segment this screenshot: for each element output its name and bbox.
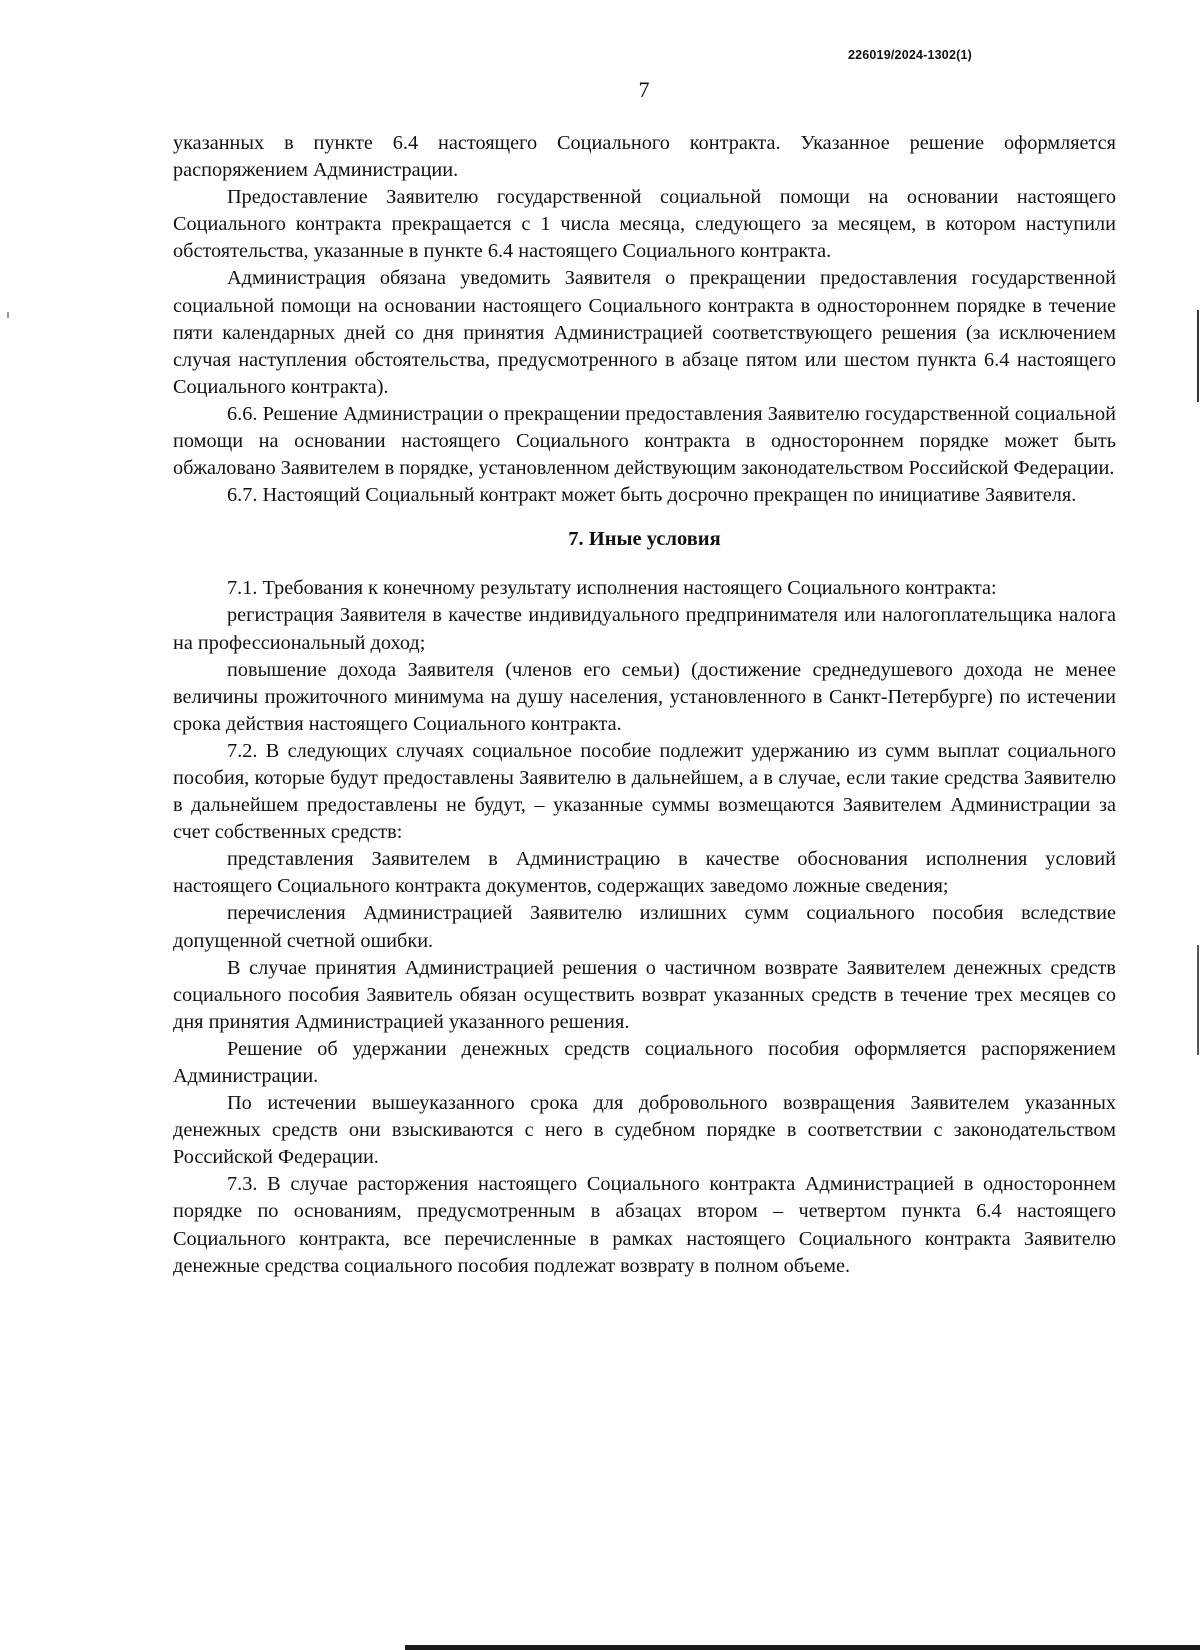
- paragraph: Администрация обязана уведомить Заявителя о прекращении предоставления государственной социальной помощи на основании настоящего Социального контракта в одностороннем порядке в течение пяти календарных дней со дня принятия Администрацией соответствующего решения (за исключением случая наступления обстоятельства, предусмотренного в абзаце пятом или шестом пункта 6.4 настоящего Социального контракта).: [173, 267, 1116, 398]
- paragraph-6-7: 6.7. Настоящий Социальный контракт может быть досрочно прекращен по инициативе Заявителя.: [227, 484, 1077, 507]
- section-heading: 7. Иные условия: [568, 528, 721, 551]
- paragraph: По истечении вышеуказанного срока для добровольного возвращения Заявителем указанных денежных средств они взыскиваются с него в судебном порядке в соответствии с законодательством Российской Федерации.: [173, 1092, 1116, 1169]
- page-number: 7: [638, 77, 650, 102]
- document-body: [173, 130, 1116, 1280]
- paragraph-6-6: 6.6. Решение Администрации о прекращении предоставления Заявителю государственной социальной помощи на основании настоящего Социального контракта в одностороннем порядке может быть обжаловано Заявителем в порядке, установленном действующим законодательством Российской Федерации.: [173, 402, 1116, 480]
- paragraph: повышение дохода Заявителя (членов его семьи) (достижение среднедушевого дохода не менее величины прожиточного минимума на душу населения, установленного в Санкт-Петербурге) по истечении срока действия настоящего Социального контракта.: [173, 658, 1116, 735]
- paragraph: Решение об удержании денежных средств социального пособия оформляется распоряжением Администрации.: [173, 1037, 1116, 1087]
- paragraph: Предоставление Заявителю государственной социальной помощи на основании настоящего Социального контракта прекращается с 1 числа месяца, следующего за месяцем, в котором наступили обстоятельства, указанные в пункте 6.4 настоящего Социального контракта.: [173, 186, 1116, 263]
- scan-artifact: [1197, 945, 1199, 1055]
- document-id: 226019/2024-1302(1): [847, 48, 972, 62]
- paragraph: регистрация Заявителя в качестве индивидуального предпринимателя или налогоплательщика налога на профессиональный доход;: [173, 604, 1116, 654]
- paragraph: В случае принятия Администрацией решения о частичном возврате Заявителем денежных средств социального пособия Заявитель обязан осуществить возврат указанных средств в течение трех месяцев со дня принятия Администрацией указанного решения.: [173, 956, 1116, 1033]
- scan-artifact: [1197, 310, 1199, 402]
- paragraph-7-3: 7.3. В случае расторжения настоящего Социального контракта Администрацией в одностороннем порядке по основаниям, предусмотренным в абзацах втором – четвертом пункта 6.4 настоящего Социального контракта, все перечисленные в рамках настоящего Социального контракта Заявителю денежные средства социального пособия подлежат возврату в полном объеме.: [173, 1173, 1116, 1277]
- paragraph-7-2: 7.2. В следующих случаях социальное пособие подлежит удержанию из сумм выплат социального пособия, которые будут предоставлены Заявителю в дальнейшем, а в случае, если такие средства Заявителю в дальнейшем предоставлены не будут, – указанные суммы возмещаются Заявителем Администрации за счет собственных средств:: [173, 739, 1116, 844]
- scan-artifact: [7, 312, 9, 318]
- scan-edge-line: [405, 1645, 1200, 1650]
- paragraph: представления Заявителем в Администрацию в качестве обоснования исполнения условий настоящего Социального контракта документов, содержащих заведомо ложные сведения;: [173, 848, 1116, 898]
- paragraph: перечисления Администрацией Заявителю излишних сумм социального пособия вследствие допущенной счетной ошибки.: [173, 902, 1116, 952]
- paragraph: указанных в пункте 6.4 настоящего Социального контракта. Указанное решение оформляется распоряжением Администрации.: [173, 132, 1116, 182]
- paragraph-7-1: 7.1. Требования к конечному результату исполнения настоящего Социального контракта:: [227, 577, 997, 600]
